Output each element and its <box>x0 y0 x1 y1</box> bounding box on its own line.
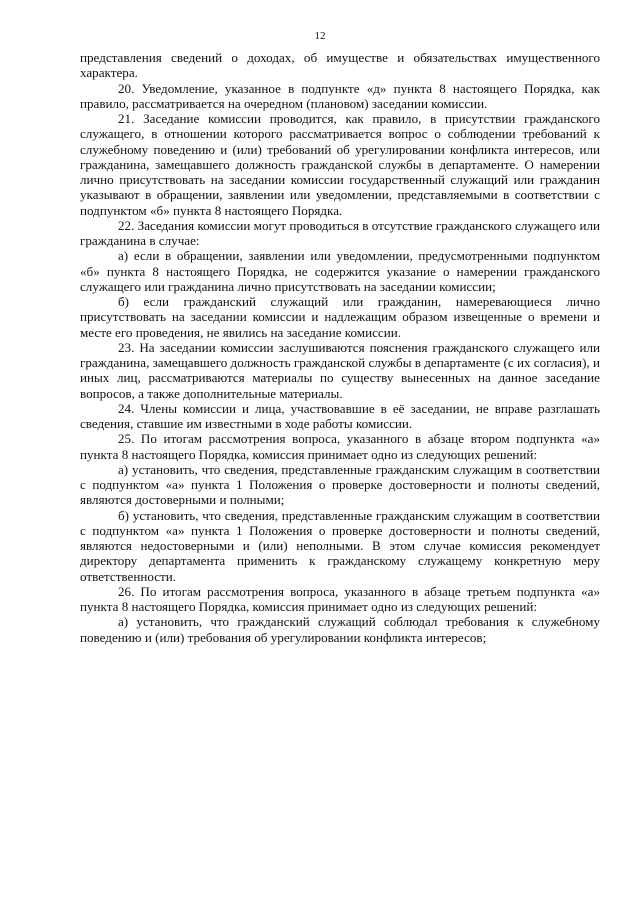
paragraph-25-a: а) установить, что сведения, представленные гражданским служащим в соответствии с подпунктом «а» пункта 1 Положения о проверке достоверности и полноты сведений, являются достоверными и полными; <box>80 461 600 508</box>
page-number: 12 <box>314 30 326 42</box>
paragraph-continuation: представления сведений о доходах, об имуществе и обязательствах имущественного характера. <box>80 50 600 81</box>
paragraph-20: 20. Уведомление, указанное в подпункте «д» пункта 8 настоящего Порядка, как правило, рассматривается на очередном (плановом) заседании комиссии. <box>80 80 600 111</box>
paragraph-26-a: а) установить, что гражданский служащий соблюдал требования к служебному поведению и (или) требования об урегулировании конфликта интересов; <box>80 614 600 645</box>
paragraph-25-b: б) установить, что сведения, представленные гражданским служащим в соответствии с подпунктом «а» пункта 1 Положения о проверке достоверности и полноты сведений, являются недостоверными и (или) неполными. В этом случае комиссия рекомендует директору департамента применить к гражданскому служащему конкретную меру ответственности. <box>80 507 600 584</box>
paragraph-22-a: а) если в обращении, заявлении или уведомлении, предусмотренными подпунктом «б» пункта 8 настоящего Порядка, не содержится указание о намерении гражданского служащего или гражданина лично присутствовать на заседании комиссии; <box>80 248 600 294</box>
paragraph-21: 21. Заседание комиссии проводится, как правило, в присутствии гражданского служащего, в отношении которого рассматривается вопрос о соблюдении требований к служебному поведению и (или) требований об урегулировании конфликта интересов, или гражданина, замещавшего должность гражданской службы в департаменте. О намерении лично присутствовать на заседании комиссии государственный служащий или гражданин указывают в обращении, заявлении или уведомлении, представляемыми в соответствии с подпунктом «б» пункта 8 настоящего Порядка. <box>80 111 600 218</box>
paragraph-24: 24. Члены комиссии и лица, участвовавшие в её заседании, не вправе разглашать сведения, ставшие им известными в ходе работы комиссии. <box>80 400 600 431</box>
paragraph-26: 26. По итогам рассмотрения вопроса, указанного в абзаце третьем подпункта «а» пункта 8 настоящего Порядка, комиссия принимает одно из следующих решений: <box>80 583 600 614</box>
paragraph-23: 23. На заседании комиссии заслушиваются пояснения гражданского служащего или гражданина, замещавшего должность гражданской службы в департаменте (с их согласия), и иных лиц, рассматриваются материалы по существу вынесенных на данное заседание вопросов, а также дополнительные материалы. <box>80 339 600 401</box>
document-body <box>80 50 600 645</box>
paragraph-25: 25. По итогам рассмотрения вопроса, указанного в абзаце втором подпункта «а» пункта 8 настоящего Порядка, комиссия принимает одно из следующих решений: <box>80 431 600 462</box>
paragraph-22: 22. Заседания комиссии могут проводиться в отсутствие гражданского служащего или гражданина в случае: <box>80 217 600 248</box>
paragraph-22-b: б) если гражданский служащий или гражданин, намеревающиеся лично присутствовать на заседании комиссии и надлежащим образом извещенные о времени и месте его проведения, не явились на заседание комиссии. <box>80 294 600 340</box>
